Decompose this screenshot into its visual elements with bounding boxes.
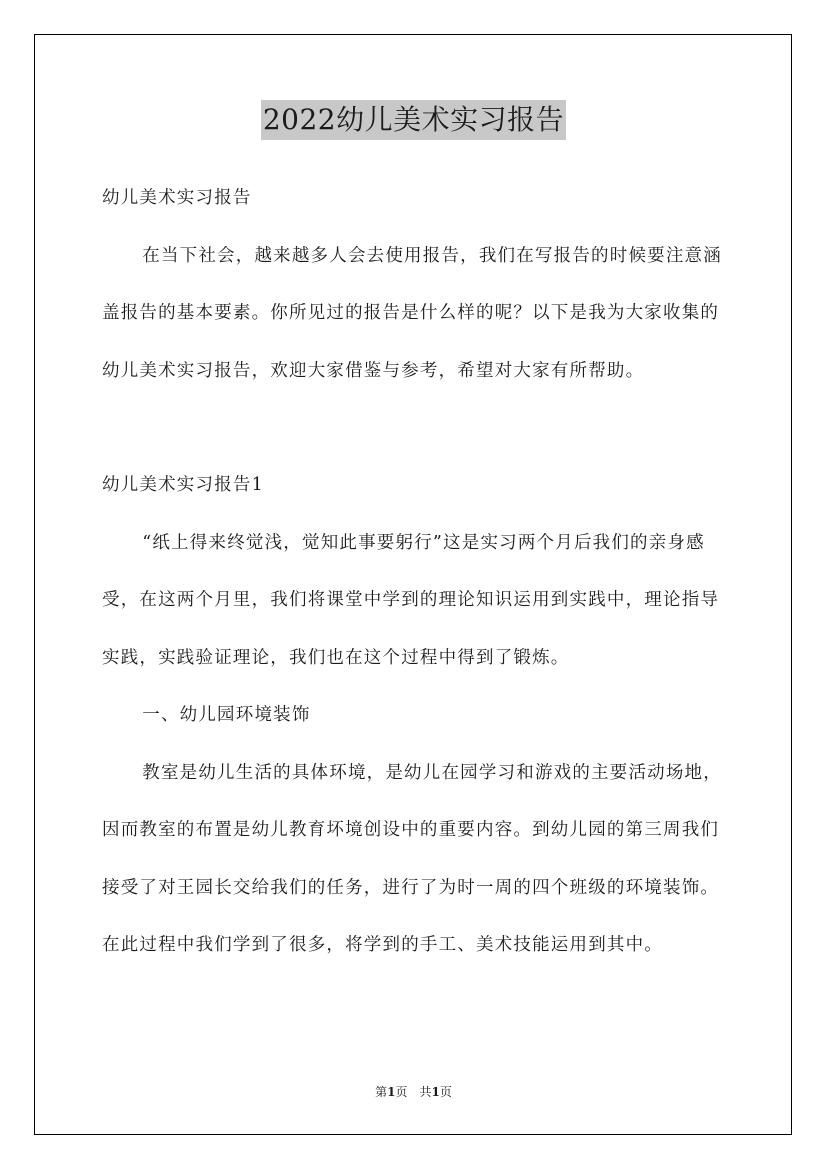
intro-paragraph: 在当下社会，越来越多人会去使用报告，我们在写报告的时候要注意涵盖报告的基本要素。你所见过的报告是什么样的呢？以下是我为大家收集的幼儿美术实习报告，欢迎大家借鉴与参考，希望对大家有所帮助。: [102, 245, 722, 381]
footer-suffix: 页: [439, 1085, 452, 1099]
footer-total-pages: 1: [431, 1085, 440, 1099]
document-body: [102, 170, 727, 975]
footer-prefix: 第: [375, 1085, 388, 1099]
section-paragraph-1: “纸上得来终觉浅，觉知此事要躬行”这是实习两个月后我们的亲身感受，在这两个月里，我们将课堂中学到的理论知识运用到实践中，理论指导实践，实践验证理论，我们也在这个过程中得到了锻炼。: [102, 532, 720, 668]
section-spacer: [102, 400, 727, 457]
section-paragraph-2: 教室是幼儿生活的具体环境，是幼儿在园学习和游戏的主要活动场地，因而教室的布置是幼儿教育坏境创设中的重要内容。到幼儿园的第三周我们接受了对王园长交给我们的任务，进行了为时一周的四个班级的环境装饰。在此过程中我们学到了很多，将学到的手工、美术技能运用到其中。: [102, 762, 722, 955]
footer-mid: 页 共: [395, 1085, 432, 1099]
section-heading: 幼儿美术实习报告1: [102, 475, 264, 495]
document-title[interactable]: 2022幼儿美术实习报告: [261, 100, 566, 140]
subtitle: 幼儿美术实习报告: [102, 188, 252, 208]
page-footer: [0, 1083, 827, 1101]
title-container: [0, 100, 827, 140]
footer-page-number: 1: [387, 1085, 396, 1099]
section-subheading: 一、幼儿园环境装饰: [142, 705, 311, 725]
